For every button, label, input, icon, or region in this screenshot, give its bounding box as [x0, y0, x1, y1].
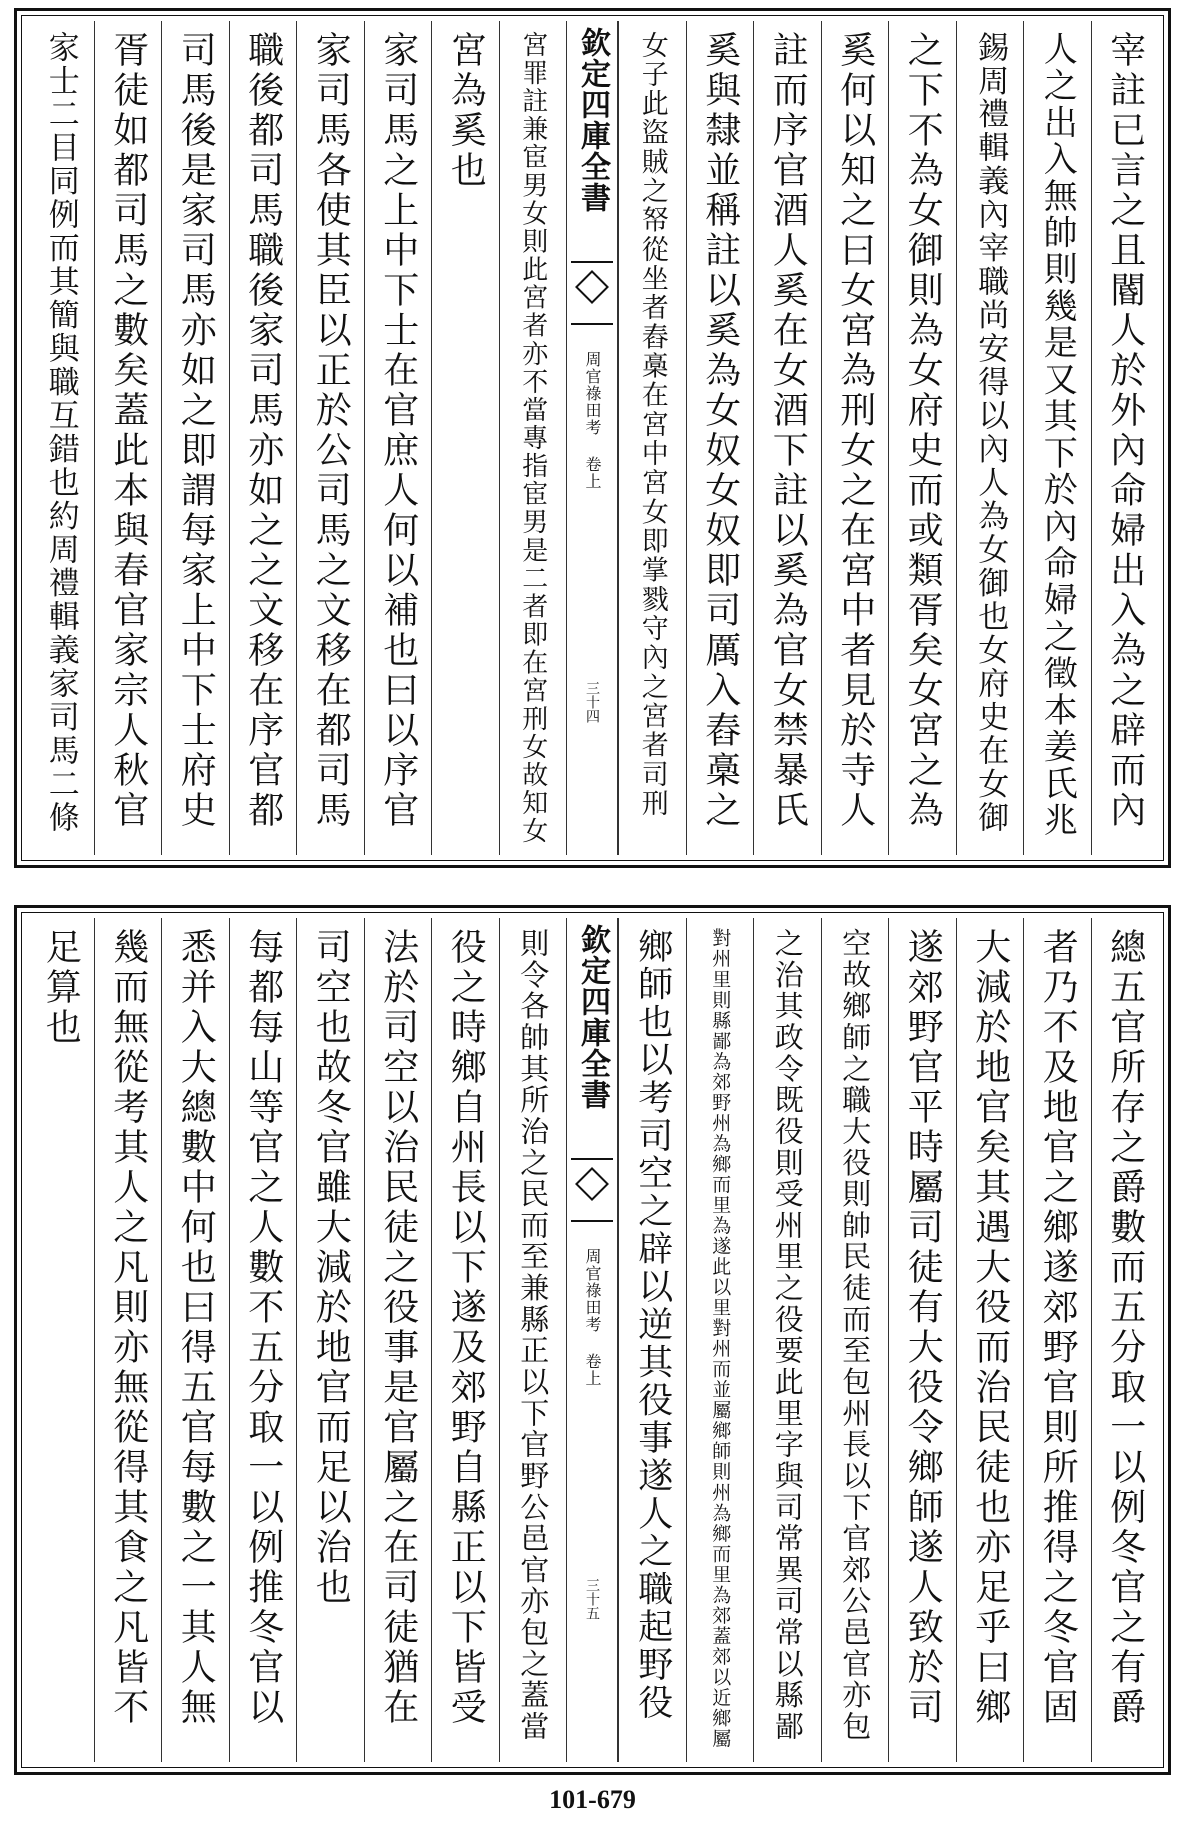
text-column	[1091, 918, 1159, 1762]
column-text: 家司馬各使其臣以正於公司馬之文移在都司馬	[310, 31, 352, 831]
text-column	[1023, 918, 1091, 1762]
text-column	[364, 21, 432, 855]
fish-tail-ornament	[571, 1158, 613, 1222]
text-column	[94, 21, 162, 855]
top-leaf	[14, 8, 1171, 868]
column-text: 鄉師也以考司空之辟以逆其役事遂人之職起野役	[632, 928, 673, 1722]
text-column	[94, 918, 162, 1762]
header-section: 周官祿田考 卷上	[583, 351, 602, 490]
text-column	[364, 918, 432, 1762]
column-text: 之下不為女御則為女府史而或類胥矣女宮之為	[902, 31, 944, 831]
center-gutter	[566, 918, 618, 1762]
bottom-leaf-columns	[27, 918, 1158, 1762]
column-text: 職後都司馬職後家司馬亦如之之文移在序官都	[242, 31, 284, 831]
column-text: 人之出入無帥則幾是又其下於內命婦之徵本姜氏兆	[1037, 31, 1078, 839]
text-column	[686, 918, 754, 1762]
column-text: 女子此盜賊之帑從坐者舂槀在宮中宮女即掌戮守內之宮者司刑	[636, 31, 668, 819]
column-text: 宮罪註兼宦男女則此宮者亦不當專指宦男是二者即在宮刑女故知女	[517, 31, 548, 846]
header-title: 欽定四庫全書	[575, 27, 610, 213]
text-column	[618, 918, 686, 1762]
text-column	[618, 21, 686, 855]
header-section: 周官祿田考 卷上	[583, 1248, 602, 1387]
column-text: 奚與隸並稱註以奚為女奴女奴即司厲入舂槀之	[699, 31, 741, 831]
column-text: 錫周禮輯義內宰職尚安得以內人為女御也女府史在女御	[972, 31, 1009, 835]
text-column	[229, 918, 297, 1762]
column-text: 大減於地官矣其遇大役而治民徒也亦足乎曰鄉	[969, 928, 1011, 1728]
column-text: 司空也故冬官雖大減於地官而足以治也	[310, 928, 352, 1608]
column-text: 胥徒如都司馬之數矣蓋此本與春官家宗人秋官	[107, 31, 149, 831]
text-column	[821, 918, 889, 1762]
folio-number: 三十五	[584, 1578, 600, 1620]
column-text: 司馬後是家司馬亦如之即謂每家上中下士府史	[175, 31, 217, 831]
column-text: 者乃不及地官之鄉遂郊野官則所推得之冬官固	[1037, 928, 1079, 1728]
text-column	[821, 21, 889, 855]
fish-tail-ornament	[571, 261, 613, 325]
top-leaf-columns	[27, 21, 1158, 855]
text-column	[753, 21, 821, 855]
text-column	[161, 21, 229, 855]
bottom-leaf	[14, 905, 1171, 1775]
text-column	[956, 918, 1024, 1762]
column-text: 每都每山等官之人數不五分取一以例推冬官以	[242, 928, 284, 1728]
column-text: 總五官所存之爵數而五分取一以例冬官之有爵	[1104, 928, 1146, 1728]
text-column	[888, 21, 956, 855]
center-gutter	[566, 21, 618, 855]
column-text: 足算也	[40, 928, 82, 1048]
text-column	[27, 21, 94, 855]
column-text: 法於司空以治民徒之役事是官屬之在司徒猶在	[377, 928, 419, 1728]
header-title: 欽定四庫全書	[575, 924, 610, 1110]
column-text: 家士二目同例而其簡與職互錯也約周禮輯義家司馬二條	[42, 31, 79, 835]
column-text: 役之時鄉自州長以下遂及郊野自縣正以下皆受	[445, 928, 487, 1728]
column-text: 之治其政令既役則受州里之役要此里字與司常異司常以縣鄙	[770, 928, 805, 1743]
text-column	[229, 21, 297, 855]
column-text: 悉并入大總數中何也曰得五官每數之一其人無	[175, 928, 217, 1728]
text-column	[161, 918, 229, 1762]
text-column	[888, 918, 956, 1762]
text-column	[499, 918, 567, 1762]
column-text: 空故鄉師之職大役則帥民徒而至包州長以下官郊公邑官亦包	[838, 928, 873, 1743]
text-column	[431, 918, 499, 1762]
text-column	[296, 21, 364, 855]
folio-number: 三十四	[584, 681, 600, 723]
column-text: 遂郊野官平時屬司徒有大役令鄉師遂人致於司	[902, 928, 944, 1728]
column-text: 奚何以知之曰女宮為刑女之在宮中者見於寺人	[834, 31, 876, 831]
text-column	[686, 21, 754, 855]
column-text: 註而序官酒人奚在女酒下註以奚為官女禁暴氏	[767, 31, 809, 831]
text-column	[1091, 21, 1159, 855]
column-text: 宰註已言之且閽人於外內命婦出入為之辟而內	[1104, 31, 1146, 831]
text-column	[1023, 21, 1091, 855]
column-text: 家司馬之上中下士在官庶人何以補也曰以序官	[377, 31, 419, 831]
column-text: 幾而無從考其人之凡則亦無從得其食之凡皆不	[107, 928, 149, 1728]
text-column	[296, 918, 364, 1762]
column-text: 則令各帥其所治之民而至兼縣正以下官野公邑官亦包之蓋當	[516, 928, 551, 1743]
text-column	[753, 918, 821, 1762]
page-number: 101-679	[549, 1785, 636, 1814]
text-column	[431, 21, 499, 855]
text-column	[956, 21, 1024, 855]
column-text: 宮為奚也	[445, 31, 487, 191]
column-text: 對州里則縣鄙為郊野州為鄉而里為遂此以里對州而並屬鄉師則州為鄉而里為郊蓋郊以近鄉屬	[709, 928, 732, 1749]
text-column	[499, 21, 567, 855]
text-column	[27, 918, 94, 1762]
